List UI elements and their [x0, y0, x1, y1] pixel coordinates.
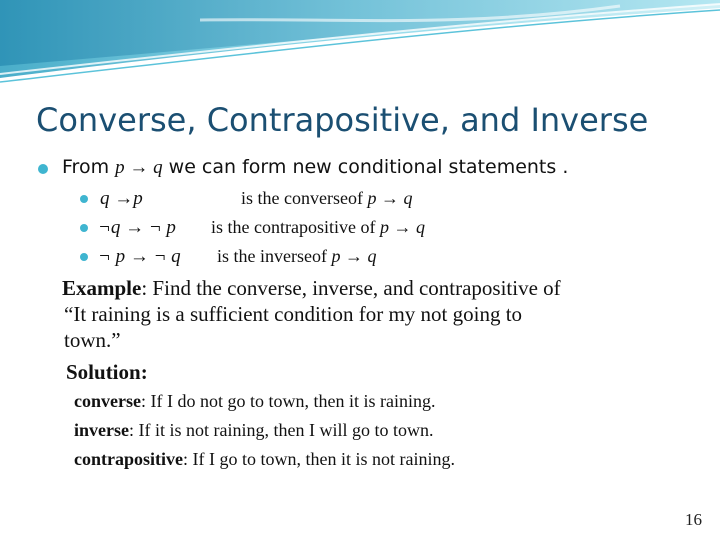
contrapositive-middle: of: [355, 217, 380, 237]
converse-formula: q →p: [100, 188, 143, 209]
slide-title: Converse, Contrapositive, and Inverse: [36, 101, 649, 139]
answer-converse: [74, 391, 435, 412]
answer-converse-label: converse: [74, 391, 141, 411]
contrapositive-formula: ¬q → ¬ p: [98, 217, 176, 238]
contrapositive-prefix: is the: [211, 217, 254, 237]
intro-text-after: we can form new conditional statements .: [162, 156, 569, 178]
example-text-1: : Find the converse, inverse, and contrapositive of: [141, 276, 561, 300]
intro-bullet: [62, 156, 568, 179]
converse-term: converse: [284, 188, 348, 208]
inverse-prefix: is the: [217, 246, 260, 266]
example-line-2: “It raining is a sufficient condition for my not going to: [64, 302, 523, 326]
inverse-formula: ¬ p → ¬ q: [98, 246, 181, 267]
contrapositive-term: contrapositive: [254, 217, 356, 237]
converse-middle: of: [347, 188, 368, 208]
answer-contrapositive-text: : If I go to town, then it is not raining.: [182, 449, 455, 469]
answer-inverse-label: inverse: [74, 420, 129, 440]
bullet-dot-icon: [80, 195, 88, 203]
inverse-description: [217, 246, 376, 267]
answer-converse-text: : If I do not go to town, then it is raining.: [140, 391, 436, 411]
solution-label: Solution:: [66, 360, 148, 384]
intro-text-before: From: [62, 156, 116, 178]
inverse-term: inverse: [260, 246, 312, 266]
bullet-dot-icon: [38, 164, 48, 174]
contrapositive-description: [211, 217, 425, 238]
answer-inverse: [74, 420, 433, 441]
bullet-dot-icon: [80, 224, 88, 232]
converse-description: [241, 188, 412, 209]
contrapositive-target: p → q: [379, 217, 425, 237]
page-number: 16: [685, 510, 702, 529]
converse-target: p → q: [367, 188, 413, 208]
example-line-3: town.”: [64, 328, 121, 352]
inverse-target: p → q: [331, 246, 377, 266]
bullet-dot-icon: [80, 253, 88, 261]
answer-contrapositive-label: contrapositive: [74, 449, 183, 469]
example-label: Example: [62, 276, 142, 300]
answer-contrapositive: [74, 449, 455, 470]
intro-formula: p → q: [115, 157, 163, 178]
converse-prefix: is the: [241, 188, 284, 208]
example-line-1: [62, 276, 561, 301]
inverse-middle: of: [311, 246, 332, 266]
header-wave-decoration: [0, 0, 720, 95]
answer-inverse-text: : If it is not raining, then I will go to town.: [128, 420, 434, 440]
